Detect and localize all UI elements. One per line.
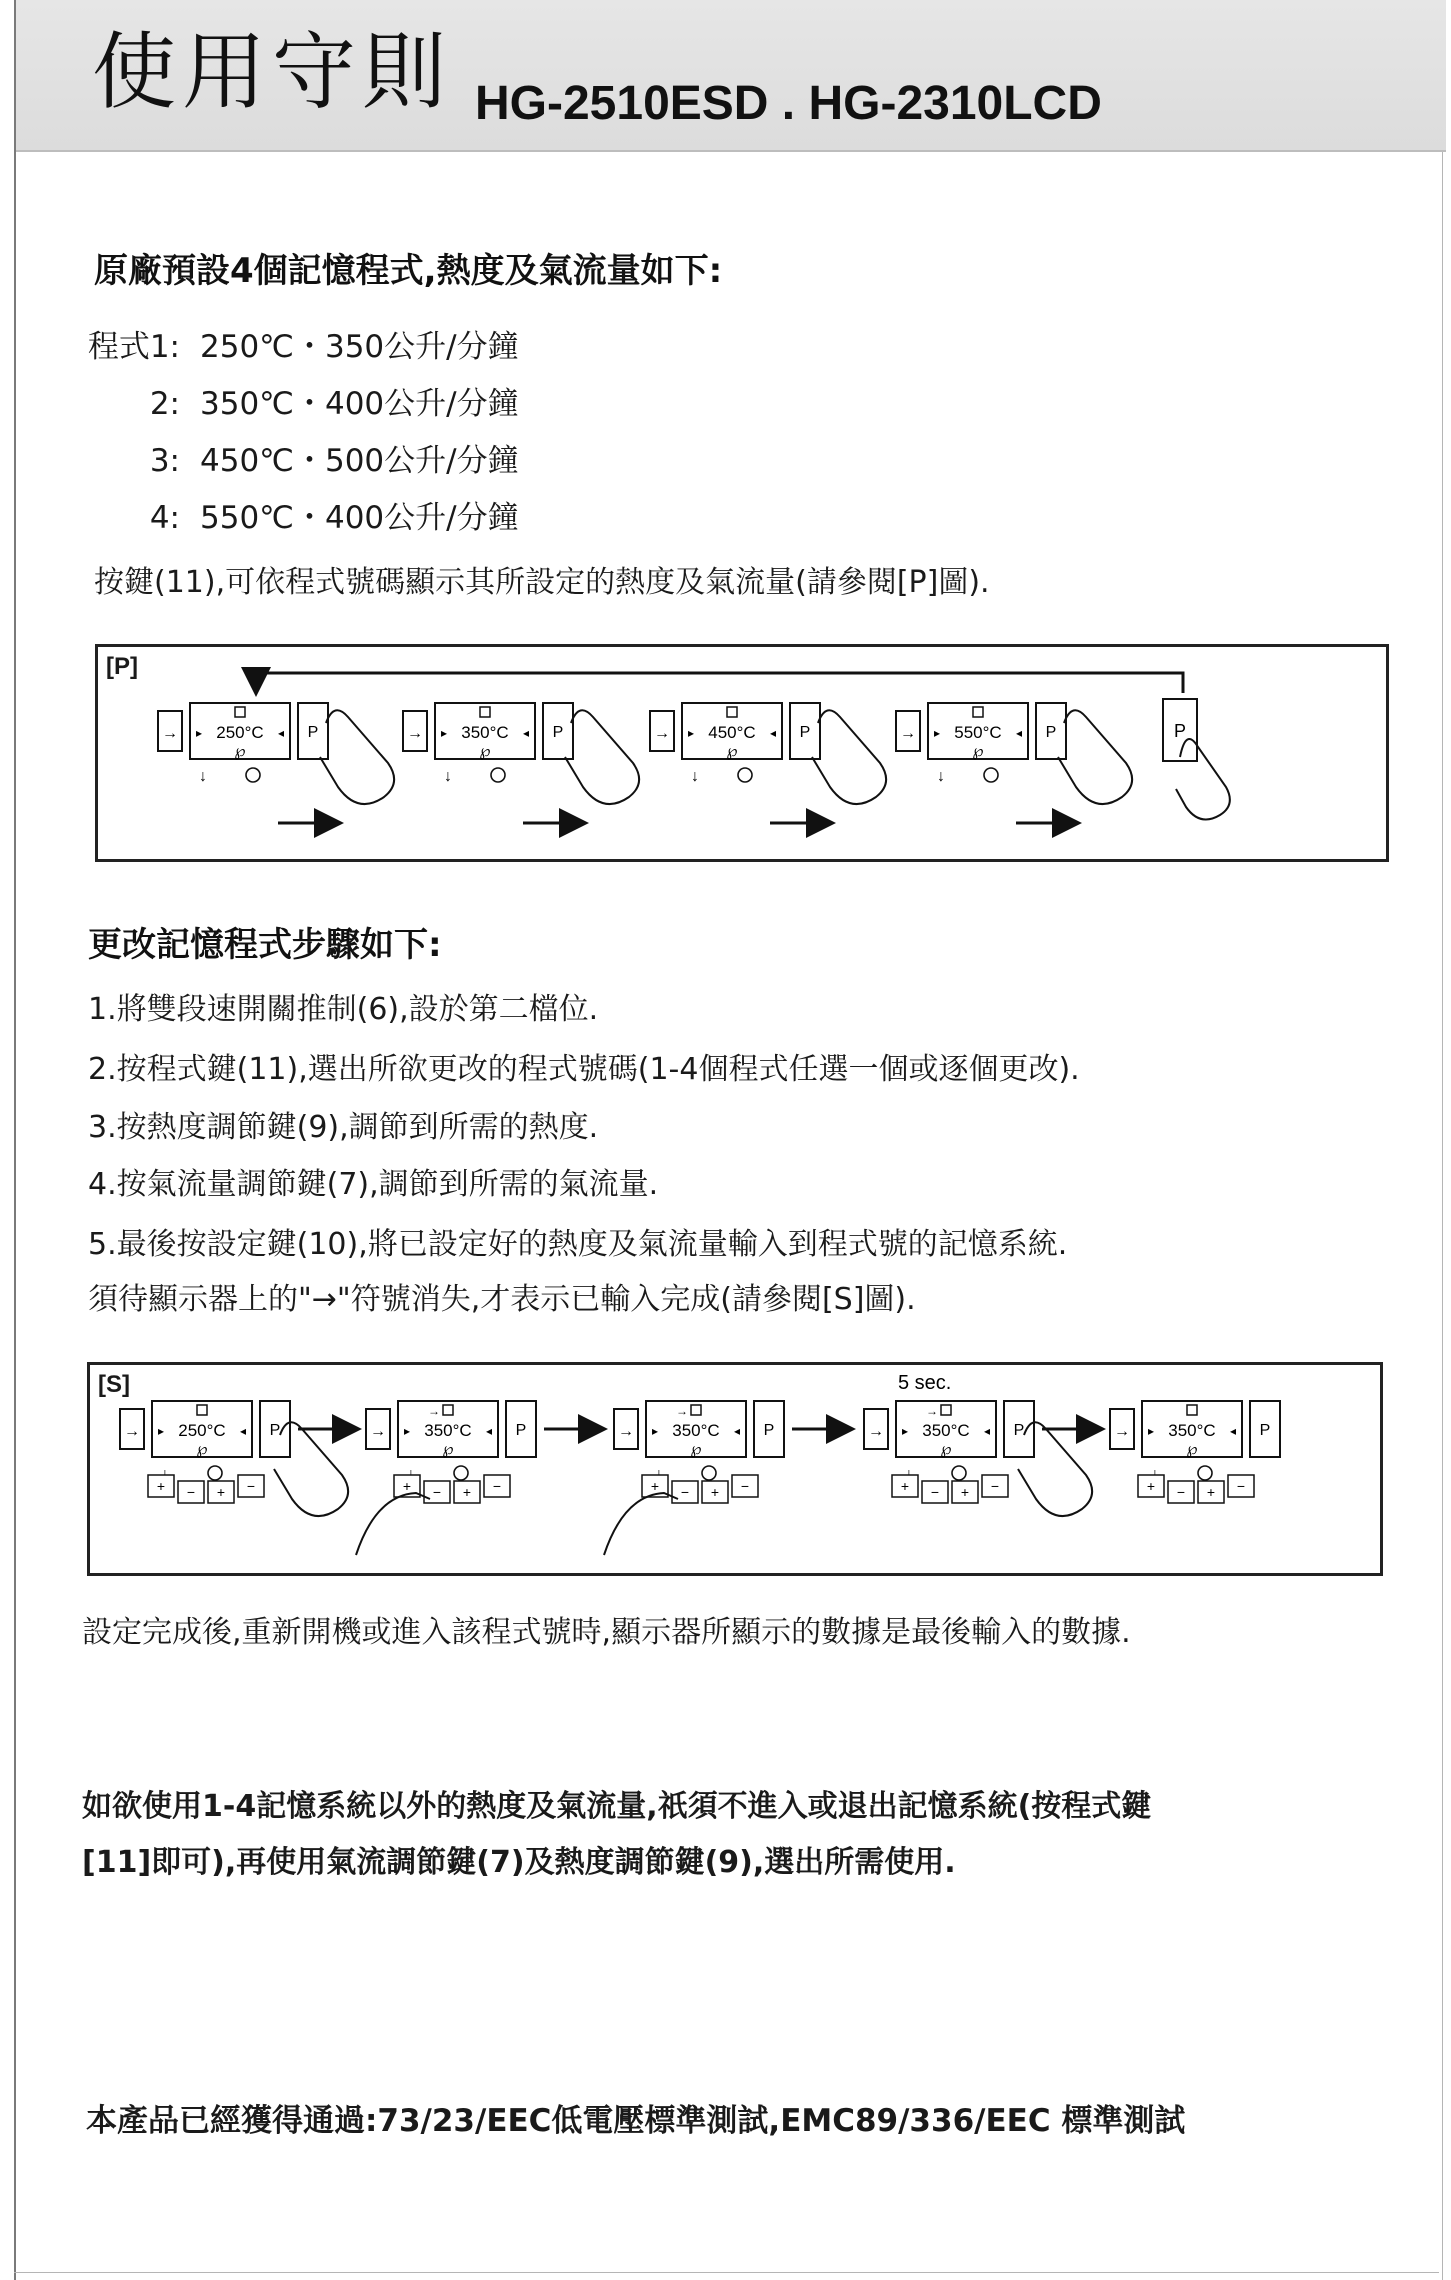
down-arrow-icon: ↓ [444,768,452,785]
lcd-left-marker: ▸ [404,1424,411,1438]
lcd-left-marker: ▸ [934,726,941,740]
p-key-label: P [515,1422,527,1439]
page-bottom-border [14,2272,1439,2273]
step-5: 5.最後按設定鍵(10),將已設定好的熱度及氣流量輸入到程式號的記憶系統. [88,1227,1068,1262]
display-unit [1110,1401,1280,1483]
airflow-fan-icon: ℘ [972,743,984,760]
preset-label: 2: [149,386,180,422]
lcd-right-marker: ◂ [983,1424,990,1438]
lcd-right-marker: ◂ [522,726,529,740]
lcd-right-marker: ◂ [1015,726,1022,740]
down-arrow-icon: ↓ [691,768,699,785]
step-3: 3.按熱度調節鍵(9),調節到所需的熱度. [88,1110,599,1145]
knob-icon [208,1466,222,1480]
timer-label: 5 sec. [898,1372,952,1394]
pressing-finger-icon [604,1493,678,1555]
plus-key-glyph: + [1206,1484,1216,1500]
airflow-fan-icon: ℘ [1186,1441,1198,1458]
steps-heading: 更改記憶程式步驟如下: [88,925,442,965]
pressing-finger-icon [1058,710,1132,804]
lcd-temperature: 250°C [216,723,264,742]
step-note: 須待顯示器上的"→"符號消失,才表示已輸入完成(請參閱[S]圖). [88,1282,916,1317]
lcd-right-marker: ◂ [733,1424,740,1438]
airflow-fan-icon: ℘ [196,1441,208,1458]
preset-value: 350℃・400公升/分鐘 [200,386,519,422]
lcd-temperature: 350°C [922,1421,970,1440]
memory-arrow-mark: → [676,1404,688,1418]
pressing-finger-icon [320,710,394,804]
step-4: 4.按氣流量調節鍵(7),調節到所需的氣流量. [88,1167,659,1202]
airflow-fan-icon: ℘ [442,1441,454,1458]
preset-value: 250℃・350公升/分鐘 [200,329,519,365]
knob-icon [454,1466,468,1480]
down-arrow-icon: ↓ [937,768,945,785]
minus-key-glyph: − [246,1478,256,1494]
preset-row-3 [0,443,519,479]
airflow-fan-icon: ℘ [690,1441,702,1458]
final-p-button [1163,699,1230,820]
plus-key-glyph: + [650,1478,660,1494]
lcd-left-marker: ▸ [1148,1424,1155,1438]
arrow-key-glyph: → [900,725,916,742]
minus-key-glyph: − [680,1484,690,1500]
minus-key-glyph: − [930,1484,940,1500]
airflow-fan-icon: ℘ [234,743,246,760]
diagram-s [87,1362,1383,1576]
plus-key-glyph: + [1146,1478,1156,1494]
airflow-fan-icon: ℘ [479,743,491,760]
manual-note-line-1: 如欲使用1-4記憶系統以外的熱度及氣流量,祇須不進入或退出記憶系統(按程式鍵 [82,1789,1152,1824]
minus-key-glyph: − [1236,1478,1246,1494]
p-key-label: P [1259,1422,1271,1439]
p-key-label: P [307,724,319,741]
arrow-key-glyph: → [868,1423,884,1440]
plus-key-glyph: + [900,1478,910,1494]
lcd-left-marker: ▸ [688,726,695,740]
preset-label: 程式1: [87,329,180,365]
p-key-label: P [799,724,811,741]
knob-icon [246,768,260,782]
arrow-key-glyph: → [162,725,178,742]
certification-note: 本產品已經獲得通過:73/23/EEC低電壓標準測試,EMC89/336/EEC 標準測試 [86,2103,1186,2139]
plus-key-glyph: + [156,1478,166,1494]
minus-key-glyph: − [186,1484,196,1500]
lcd-left-marker: ▸ [441,726,448,740]
return-loop-arrow [256,673,1183,693]
lcd-left-marker: ▸ [196,726,203,740]
diagram-s-label: [S] [98,1371,130,1398]
display-unit [158,703,328,785]
preset-row-2 [0,386,519,422]
diagram-p-drawing [98,647,1386,859]
minus-key-glyph: − [492,1478,502,1494]
lcd-temperature: 350°C [672,1421,720,1440]
display-unit [403,703,573,785]
arrow-key-glyph: → [370,1423,386,1440]
pressing-finger-icon [812,710,886,804]
plus-key-glyph: + [710,1484,720,1500]
airflow-fan-icon: ℘ [940,1441,952,1458]
pressing-finger-icon [565,710,639,804]
presets-note: 按鍵(11),可依程式號碼顯示其所設定的熱度及氣流量(請參閱[P]圖). [94,565,990,600]
lcd-temperature: 550°C [954,723,1002,742]
manual-note-line-2: [11]即可),再使用氣流調節鍵(7)及熱度調節鍵(9),選出所需使用. [82,1845,956,1880]
preset-value: 550℃・400公升/分鐘 [200,500,519,536]
lcd-right-marker: ◂ [277,726,284,740]
minus-key-glyph: − [740,1478,750,1494]
knob-icon [1198,1466,1212,1480]
diagram-p [95,644,1389,862]
lcd-left-marker: ▸ [652,1424,659,1438]
plus-key-glyph: + [960,1484,970,1500]
minus-key-glyph: − [432,1484,442,1500]
lcd-right-marker: ◂ [769,726,776,740]
lcd-left-marker: ▸ [158,1424,165,1438]
lcd-temperature: 350°C [1168,1421,1216,1440]
knob-icon [738,768,752,782]
step-1: 1.將雙段速開關推制(6),設於第二檔位. [88,992,599,1027]
page-right-border [1442,0,1443,2280]
preset-label: 4: [149,500,180,536]
memory-arrow-mark: → [926,1404,938,1418]
arrow-key-glyph: → [407,725,423,742]
p-key-label: P [269,1422,281,1439]
lcd-temperature: 350°C [461,723,509,742]
minus-key-glyph: − [1176,1484,1186,1500]
knob-icon [984,768,998,782]
p-key-label: P [763,1422,775,1439]
lcd-right-marker: ◂ [485,1424,492,1438]
memory-arrow-mark: → [428,1404,440,1418]
plus-key-glyph: + [402,1478,412,1494]
display-unit [120,1401,290,1483]
lcd-temperature: 250°C [178,1421,226,1440]
lcd-temperature: 350°C [424,1421,472,1440]
display-unit [366,1401,536,1483]
p-key-label: P [552,724,564,741]
model-numbers: HG-2510ESD . HG-2310LCD [475,77,1102,130]
preset-row-1 [0,329,519,365]
after-setting-note: 設定完成後,重新開機或進入該程式號時,顯示器所顯示的數據是最後輸入的數據. [82,1615,1131,1650]
arrow-key-glyph: → [654,725,670,742]
page-title: 使用守則 [92,23,453,121]
preset-value: 450℃・500公升/分鐘 [200,443,519,479]
step-2: 2.按程式鍵(11),選出所欲更改的程式號碼(1-4個程式任選一個或逐個更改). [88,1052,1080,1087]
p-key-label: P [1045,724,1057,741]
arrow-key-glyph: → [124,1423,140,1440]
pressing-finger-icon [356,1493,430,1555]
lcd-temperature: 450°C [708,723,756,742]
presets-heading: 原廠預設4個記憶程式,熱度及氣流量如下: [94,251,723,291]
down-arrow-icon: ↓ [199,768,207,785]
airflow-fan-icon: ℘ [726,743,738,760]
knob-icon [702,1466,716,1480]
display-unit [614,1401,784,1483]
diagram-p-label: [P] [106,653,138,680]
lcd-right-marker: ◂ [239,1424,246,1438]
display-unit [896,703,1066,785]
preset-label: 3: [149,443,180,479]
minus-key-glyph: − [990,1478,1000,1494]
p-button-label: P [1173,721,1187,741]
knob-icon [952,1466,966,1480]
lcd-left-marker: ▸ [902,1424,909,1438]
p-key-label: P [1013,1422,1025,1439]
knob-icon [491,768,505,782]
diagram-s-drawing [90,1365,1380,1573]
display-unit [650,703,820,785]
plus-key-glyph: + [462,1484,472,1500]
display-unit [864,1401,1034,1483]
plus-key-glyph: + [216,1484,226,1500]
preset-row-4 [0,500,519,536]
lcd-right-marker: ◂ [1229,1424,1236,1438]
arrow-key-glyph: → [618,1423,634,1440]
arrow-key-glyph: → [1114,1423,1130,1440]
